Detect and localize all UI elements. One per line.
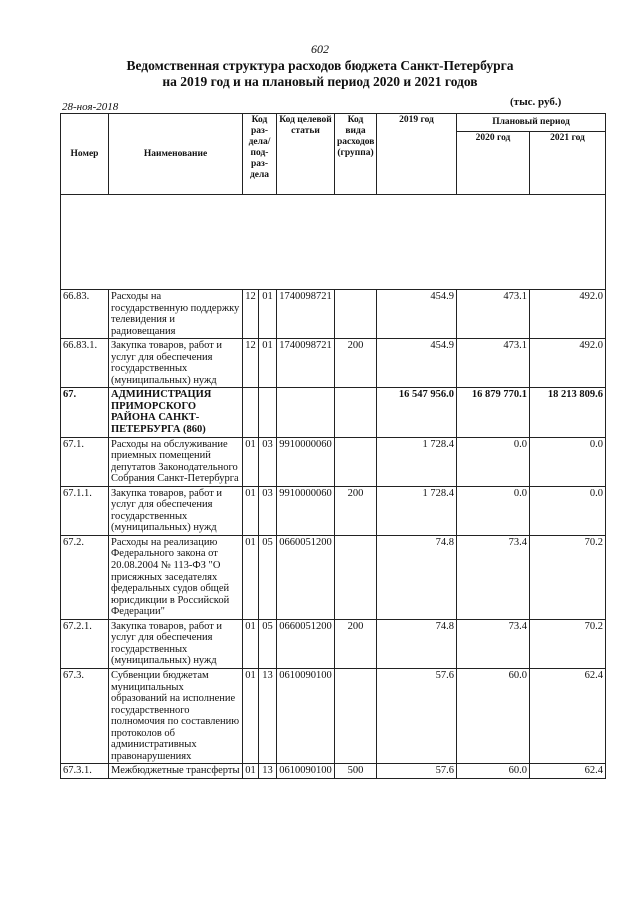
- row-value-2019: 1 728.4: [377, 486, 457, 535]
- row-name: Субвенции бюджетам муниципальных образований на исполнение государственного полномочия по составлению протоколов об административных правонарушениях: [109, 668, 243, 763]
- units-label: (тыс. руб.): [510, 96, 562, 108]
- row-value-2021: 18 213 809.6: [530, 388, 606, 437]
- row-value-2021: 492.0: [530, 339, 606, 388]
- row-expense-type: [335, 388, 377, 437]
- row-target-code: 0610090100: [277, 764, 335, 779]
- row-number: 66.83.: [61, 290, 109, 339]
- row-section: 01: [243, 668, 259, 763]
- row-value-2021: 0.0: [530, 486, 606, 535]
- row-expense-type: 200: [335, 339, 377, 388]
- row-value-2021: 70.2: [530, 619, 606, 668]
- row-value-2020: 473.1: [457, 290, 530, 339]
- row-expense-type: [335, 535, 377, 619]
- table-row: [61, 764, 606, 779]
- row-value-2021: 70.2: [530, 535, 606, 619]
- row-number: 67.2.: [61, 535, 109, 619]
- row-value-2020: 60.0: [457, 764, 530, 779]
- table-row: [61, 339, 606, 388]
- table-row: [61, 486, 606, 535]
- row-value-2021: 0.0: [530, 437, 606, 486]
- row-subsection: 03: [259, 437, 277, 486]
- document-date: 28-ноя-2018: [62, 101, 119, 113]
- row-target-code: 9910000060: [277, 437, 335, 486]
- row-value-2020: 473.1: [457, 339, 530, 388]
- row-value-2021: 62.4: [530, 764, 606, 779]
- table-row: [61, 388, 606, 437]
- row-name: Закупка товаров, работ и услуг для обеспечения государственных (муниципальных) нужд: [109, 486, 243, 535]
- row-value-2020: 0.0: [457, 486, 530, 535]
- row-subsection: 13: [259, 764, 277, 779]
- row-value-2020: 73.4: [457, 535, 530, 619]
- row-target-code: 0610090100: [277, 668, 335, 763]
- row-value-2021: 62.4: [530, 668, 606, 763]
- row-value-2019: 74.8: [377, 619, 457, 668]
- row-target-code: [277, 388, 335, 437]
- row-number: 67.1.: [61, 437, 109, 486]
- header-target: Код целевой статьи: [277, 114, 335, 195]
- row-subsection: 03: [259, 486, 277, 535]
- row-subsection: 01: [259, 290, 277, 339]
- row-target-code: 0660051200: [277, 535, 335, 619]
- header-row: [61, 114, 606, 132]
- blank-spacer-row: [61, 195, 606, 290]
- table-row: [61, 619, 606, 668]
- row-name: Расходы на государственную поддержку телевидения и радиовещания: [109, 290, 243, 339]
- row-number: 67.2.1.: [61, 619, 109, 668]
- row-value-2019: 57.6: [377, 764, 457, 779]
- row-number: 67.: [61, 388, 109, 437]
- row-value-2020: 16 879 770.1: [457, 388, 530, 437]
- header-2019: 2019 год: [377, 114, 457, 195]
- row-value-2021: 492.0: [530, 290, 606, 339]
- document-title-line2: на 2019 год и на плановый период 2020 и 2021 годов: [162, 74, 478, 89]
- row-expense-type: 200: [335, 619, 377, 668]
- row-name: Расходы на реализацию Федерального закона от 20.08.2004 № 113-ФЗ "О присяжных заседателях федеральных судов общей юрисдикции в Российской Федерации": [109, 535, 243, 619]
- row-value-2019: 454.9: [377, 339, 457, 388]
- row-subsection: 01: [259, 339, 277, 388]
- row-subsection: [259, 388, 277, 437]
- row-subsection: 05: [259, 535, 277, 619]
- row-value-2019: 1 728.4: [377, 437, 457, 486]
- row-name: АДМИНИСТРАЦИЯ ПРИМОРСКОГО РАЙОНА САНКТ-ПЕТЕРБУРГА (860): [109, 388, 243, 437]
- row-value-2020: 73.4: [457, 619, 530, 668]
- header-2020: 2020 год: [457, 132, 530, 195]
- row-number: 67.1.1.: [61, 486, 109, 535]
- row-expense-type: [335, 668, 377, 763]
- row-section: 01: [243, 619, 259, 668]
- row-number: 67.3.: [61, 668, 109, 763]
- row-target-code: 0660051200: [277, 619, 335, 668]
- row-target-code: 1740098721: [277, 339, 335, 388]
- table-row: [61, 437, 606, 486]
- row-subsection: 05: [259, 619, 277, 668]
- header-section: Код раз-дела/ под-раз-дела: [243, 114, 277, 195]
- row-number: 66.83.1.: [61, 339, 109, 388]
- row-section: 12: [243, 290, 259, 339]
- row-target-code: 1740098721: [277, 290, 335, 339]
- row-section: 01: [243, 535, 259, 619]
- row-name: Закупка товаров, работ и услуг для обеспечения государственных (муниципальных) нужд: [109, 339, 243, 388]
- row-section: [243, 388, 259, 437]
- row-name: Расходы на обслуживание приемных помещений депутатов Законодательного Собрания Санкт-Петербурга: [109, 437, 243, 486]
- table-row: [61, 535, 606, 619]
- table-row: [61, 290, 606, 339]
- header-num: Номер: [61, 114, 109, 195]
- row-expense-type: 200: [335, 486, 377, 535]
- document-title-line1: Ведомственная структура расходов бюджета Санкт-Петербурга: [126, 58, 514, 73]
- row-value-2019: 74.8: [377, 535, 457, 619]
- row-expense-type: 500: [335, 764, 377, 779]
- header-plan-period: Плановый период: [457, 114, 606, 132]
- row-value-2019: 454.9: [377, 290, 457, 339]
- row-section: 01: [243, 437, 259, 486]
- row-subsection: 13: [259, 668, 277, 763]
- row-section: 12: [243, 339, 259, 388]
- row-value-2019: 57.6: [377, 668, 457, 763]
- header-2021: 2021 год: [530, 132, 606, 195]
- row-number: 67.3.1.: [61, 764, 109, 779]
- row-expense-type: [335, 437, 377, 486]
- row-name: Закупка товаров, работ и услуг для обеспечения государственных (муниципальных) нужд: [109, 619, 243, 668]
- row-target-code: 9910000060: [277, 486, 335, 535]
- table-row: [61, 668, 606, 763]
- row-expense-type: [335, 290, 377, 339]
- row-value-2020: 0.0: [457, 437, 530, 486]
- row-section: 01: [243, 486, 259, 535]
- page-number: 602: [311, 42, 329, 56]
- row-value-2019: 16 547 956.0: [377, 388, 457, 437]
- row-value-2020: 60.0: [457, 668, 530, 763]
- header-name: Наименование: [109, 114, 243, 195]
- row-section: 01: [243, 764, 259, 779]
- budget-table: [60, 113, 606, 779]
- header-type: Код вида расходов (группа): [335, 114, 377, 195]
- row-name: Межбюджетные трансферты: [109, 764, 243, 779]
